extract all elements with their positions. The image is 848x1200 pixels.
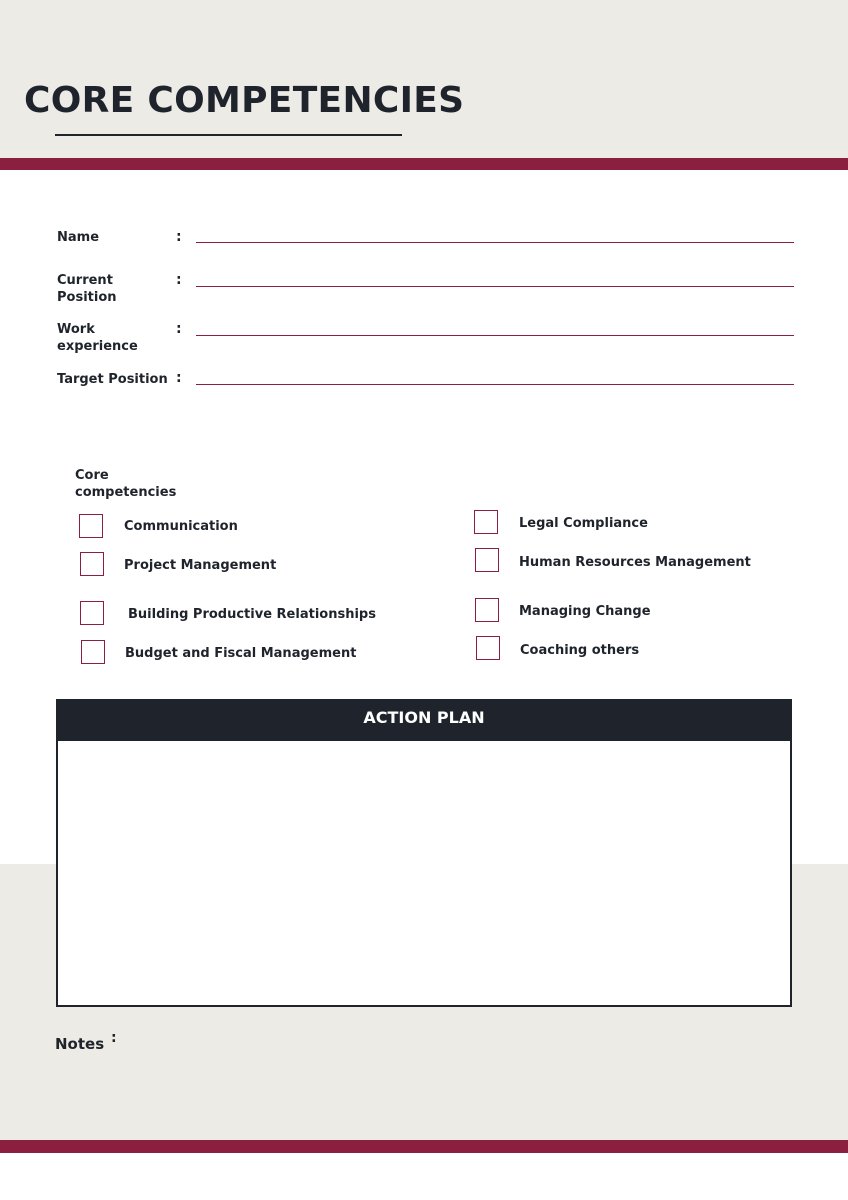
current-position-field[interactable] <box>196 286 794 287</box>
coaching-others-label: Coaching others <box>520 643 640 658</box>
title-underline <box>55 134 402 136</box>
checkbox-project-management[interactable] <box>80 552 104 576</box>
checkbox-budget-fiscal-management[interactable] <box>81 640 105 664</box>
target-position-field[interactable] <box>196 384 794 385</box>
human-resources-management-label: Human Resources Management <box>519 555 751 570</box>
name-label: Name <box>57 230 100 245</box>
work-experience-label: Work experience <box>57 322 138 354</box>
checkbox-human-resources-management[interactable] <box>475 548 499 572</box>
checkbox-coaching-others[interactable] <box>476 636 500 660</box>
project-management-label: Project Management <box>124 558 277 573</box>
top-accent-bar <box>0 158 848 170</box>
current-position-label: Current Position <box>57 273 117 305</box>
bottom-accent-bar <box>0 1140 848 1153</box>
core-competencies-label: Core competencies <box>75 468 177 500</box>
page-title: CORE COMPETENCIES <box>24 80 465 121</box>
target-position-colon: : <box>176 370 182 386</box>
name-field[interactable] <box>196 242 794 243</box>
checkbox-managing-change[interactable] <box>475 598 499 622</box>
legal-compliance-label: Legal Compliance <box>519 516 648 531</box>
notes-label: Notes <box>55 1035 105 1053</box>
checkbox-building-productive-relationships[interactable] <box>80 601 104 625</box>
checkbox-communication[interactable] <box>79 514 103 538</box>
work-experience-field[interactable] <box>196 335 794 336</box>
action-plan-box <box>56 699 792 1007</box>
name-colon: : <box>176 229 182 245</box>
managing-change-label: Managing Change <box>519 604 651 619</box>
current-position-colon: : <box>176 272 182 288</box>
target-position-label: Target Position <box>57 372 168 387</box>
notes-colon: : <box>111 1030 117 1046</box>
work-experience-colon: : <box>176 321 182 337</box>
communication-label: Communication <box>124 519 238 534</box>
action-plan-title: ACTION PLAN <box>58 701 790 741</box>
checkbox-legal-compliance[interactable] <box>474 510 498 534</box>
budget-fiscal-management-label: Budget and Fiscal Management <box>125 646 357 661</box>
action-plan-input-area[interactable] <box>58 741 790 1005</box>
building-productive-relationships-label: Building Productive Relationships <box>128 607 376 622</box>
